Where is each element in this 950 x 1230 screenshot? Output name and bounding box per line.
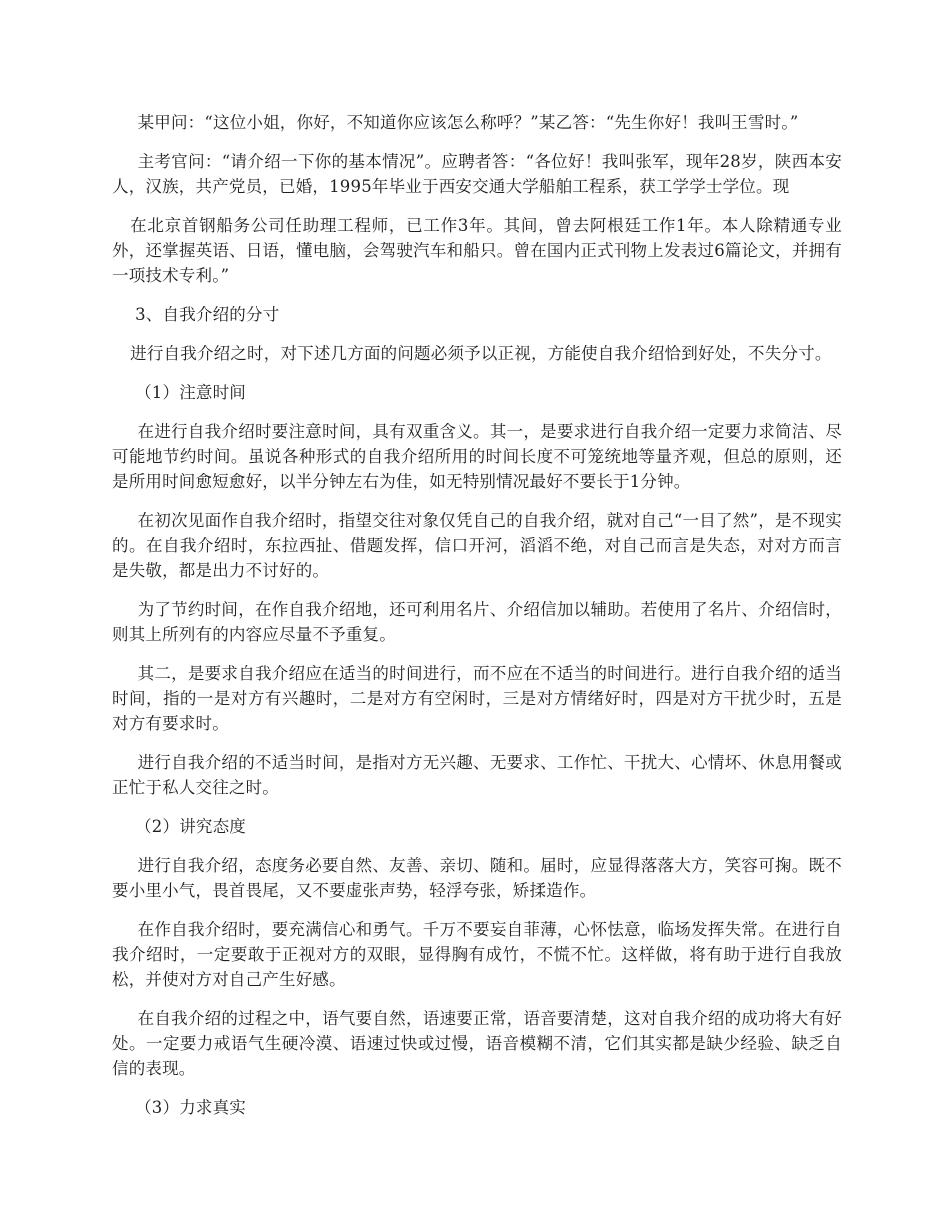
body-paragraph-1: 在进行自我介绍时要注意时间，具有双重含义。其一，是要求进行自我介绍一定要力求简洁、尽可能地节约时间。虽说各种形式的自我介绍所用的时间长度不可笼统地等量齐观，但总的原则，还是所用时间愈短愈好，以半分钟左右为佳，如无特别情况最好不要长于1分钟。 bbox=[112, 422, 842, 491]
body-paragraph-6: 进行自我介绍，态度务必要自然、友善、亲切、随和。届时，应显得落落大方，笑容可掬。既不要小里小气，畏首畏尾，又不要虚张声势，轻浮夸张，矫揉造作。 bbox=[112, 856, 842, 900]
dialogue-paragraph-2: 主考官问：“请介绍一下你的基本情况”。应聘者答：“各位好！我叫张军，现年28岁，陕西本安人，汉族，共产党员，已婚，1995年毕业于西安交通大学船舶工程系，获工学学士学位。现 bbox=[112, 152, 842, 196]
document-page bbox=[112, 110, 842, 1134]
dialogue-paragraph-1: 某甲问：“这位小姐，你好，不知道你应该怎么称呼？”某乙答：“先生你好！我叫王雪时。” bbox=[137, 113, 799, 132]
body-paragraph-7: 在作自我介绍时，要充满信心和勇气。千万不要妄自菲薄，心怀怯意，临场发挥失常。在进行自我介绍时，一定要敢于正视对方的双眼，显得胸有成竹，不慌不忙。这样做，将有助于进行自我放松，并使对方对自己产生好感。 bbox=[112, 920, 842, 989]
body-paragraph-3: 为了节约时间，在作自我介绍地，还可利用名片、介绍信加以辅助。若使用了名片、介绍信时，则其上所列有的内容应尽量不予重复。 bbox=[112, 600, 842, 644]
intro-paragraph: 进行自我介绍之时，对下述几方面的问题必须予以正视，方能使自我介绍恰到好处，不失分寸。 bbox=[130, 344, 832, 363]
body-paragraph-8: 在自我介绍的过程之中，语气要自然，语速要正常，语音要清楚，这对自我介绍的成功将大有好处。一定要力戒语气生硬冷漠、语速过快或过慢，语音模糊不清，它们其实都是缺少经验、缺乏自信的表现。 bbox=[112, 1009, 842, 1078]
body-paragraph-2: 在初次见面作自我介绍时，指望交往对象仅凭自己的自我介绍，就对自己“一目了然”，是不现实的。在自我介绍时，东拉西扯、借题发挥，信口开河，滔滔不绝，对自己而言是失态，对对方而言是失敬，都是出力不讨好的。 bbox=[112, 511, 842, 580]
subheading-attention-time: （1）注意时间 bbox=[135, 383, 246, 402]
body-paragraph-4: 其二，是要求自我介绍应在适当的时间进行，而不应在不适当的时间进行。进行自我介绍的适当时间，指的一是对方有兴趣时，二是对方有空闲时，三是对方情绪好时，四是对方干扰少时，五是对方有要求时。 bbox=[112, 664, 842, 733]
subheading-attitude: （2）讲究态度 bbox=[135, 817, 246, 836]
subheading-truthfulness: （3）力求真实 bbox=[135, 1098, 246, 1117]
body-paragraph-5: 进行自我介绍的不适当时间，是指对方无兴趣、无要求、工作忙、干扰大、心情坏、休息用餐或正忙于私人交往之时。 bbox=[112, 753, 842, 797]
dialogue-paragraph-3: 在北京首钢船务公司任助理工程师，已工作3年。其间，曾去阿根廷工作1年。本人除精通专业外，还掌握英语、日语，懂电脑，会驾驶汽车和船只。曾在国内正式刊物上发表过6篇论文，并拥有一项技术专利。” bbox=[112, 216, 842, 285]
section-heading-self-introduction-measure: 3、自我介绍的分寸 bbox=[135, 305, 280, 324]
